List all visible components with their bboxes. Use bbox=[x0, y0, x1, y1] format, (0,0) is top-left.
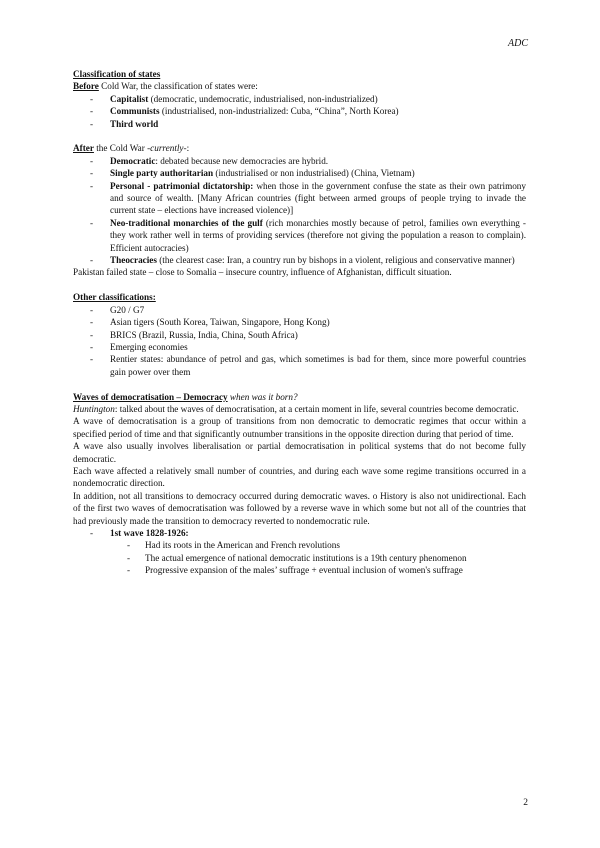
list-item: - Progressive expansion of the males’ suffrage + eventual inclusion of women's suffrage bbox=[73, 564, 526, 576]
huntington-name: Huntington bbox=[73, 403, 115, 414]
item-term: Third world bbox=[110, 118, 159, 129]
first-wave-list bbox=[73, 539, 526, 576]
before-lead: Before bbox=[73, 81, 99, 92]
after-middle: the Cold War - bbox=[93, 143, 151, 154]
item-text: (industrialised or non industrialised) (China, Vietnam) bbox=[213, 168, 415, 179]
item-term: Communists bbox=[110, 106, 160, 117]
list-item: - G20 / G7 bbox=[73, 304, 526, 316]
list-item: - The actual emergence of national democratic institutions is a 19th century phenomenon bbox=[73, 552, 526, 564]
item-text: (rich monarchies mostly because of petrol, families own everything - they work rather well in terms of providing services (therefore not giving the population a reason to complain). Efficient autocracies) bbox=[110, 217, 526, 253]
item-text: (the clearest case: Iran, a country run by bishops in a violent, religious and conservative manner) bbox=[156, 255, 515, 266]
waves-list bbox=[73, 527, 526, 577]
waves-title-italic: when was it born? bbox=[227, 391, 298, 402]
list-item: - Rentier states: abundance of petrol and gas, which sometimes is bad for them, since more powerful countries gain power over them bbox=[73, 353, 526, 378]
before-rest: Cold War, the classification of states were: bbox=[98, 81, 258, 92]
item-term: Neo-traditional monarchies of the gulf bbox=[110, 217, 263, 228]
list-item bbox=[73, 527, 526, 577]
section-title-waves bbox=[73, 391, 526, 403]
list-item bbox=[73, 254, 526, 266]
list-item: - Had its roots in the American and French revolutions bbox=[73, 539, 526, 551]
section-title-other: Other classifications: bbox=[73, 292, 156, 303]
list-item bbox=[73, 217, 526, 254]
item-text: when those in the government confuse the state as their own patrimony and source of wealth. [Many African countries (fight between armed groups of people trying to invade the current state – elections have increased violence)] bbox=[110, 180, 526, 216]
list-item bbox=[73, 155, 526, 167]
list-item bbox=[73, 105, 526, 117]
after-lead: After bbox=[73, 143, 94, 154]
page-header: ADC bbox=[508, 38, 528, 49]
item-term: Democratic bbox=[110, 155, 156, 166]
body-paragraph: A wave also usually involves liberalisation or partial democratisation in political systems that do not become fully democratic. bbox=[73, 441, 526, 464]
list-item bbox=[73, 167, 526, 179]
waves-title: Waves of democratisation – Democracy bbox=[73, 391, 228, 402]
section-title-classification: Classification of states bbox=[73, 69, 161, 79]
after-end: : bbox=[186, 143, 190, 154]
huntington-text: : talked about the waves of democratisation, at a certain moment in life, several countries become democratic. bbox=[114, 403, 519, 414]
body-paragraph: Each wave affected a relatively small number of countries, and during each wave some regime transitions occurred in a nondemocratic direction. bbox=[73, 465, 526, 489]
list-item bbox=[73, 180, 526, 217]
after-intro bbox=[73, 142, 526, 154]
after-list bbox=[73, 155, 526, 267]
list-item: - BRICS (Brazil, Russia, India, China, South Africa) bbox=[73, 329, 526, 341]
list-item: - Emerging economies bbox=[73, 341, 526, 353]
item-text: (democratic, undemocratic, industrialised, non-industrialized) bbox=[148, 93, 378, 104]
body-paragraph: In addition, not all transitions to democracy occurred during democratic waves. o History is also not unidirectional. Each of the first two waves of democratisation was followed by a reverse wave in which some but not all of the countries that had previously made the transition to democracy reverted to nondemocratic rule. bbox=[73, 490, 526, 526]
page-content bbox=[73, 68, 526, 577]
first-wave-label: 1st wave 1828-1926: bbox=[110, 527, 189, 538]
before-list bbox=[73, 93, 526, 130]
after-italic: currently- bbox=[150, 143, 187, 154]
item-term: Personal - patrimonial dictatorship: bbox=[110, 180, 254, 191]
item-text: (industrialised, non-industrialized: Cuba, “China”, North Korea) bbox=[159, 106, 399, 117]
pakistan-paragraph: Pakistan failed state – close to Somalia – insecure country, influence of Afghanistan, difficult situation. bbox=[73, 267, 452, 278]
item-text: : debated because new democracies are hybrid. bbox=[155, 155, 329, 166]
page-number: 2 bbox=[523, 798, 528, 808]
list-item bbox=[73, 118, 526, 130]
list-item: - Asian tigers (South Korea, Taiwan, Singapore, Hong Kong) bbox=[73, 316, 526, 328]
item-term: Single party authoritarian bbox=[110, 168, 214, 179]
item-term: Theocracies bbox=[110, 255, 157, 266]
list-item bbox=[73, 93, 526, 105]
before-intro bbox=[73, 80, 526, 92]
huntington-paragraph bbox=[73, 403, 526, 415]
item-term: Capitalist bbox=[110, 93, 149, 104]
other-list bbox=[73, 304, 526, 378]
body-paragraph: A wave of democratisation is a group of transitions from non democratic to democratic regimes that occur within a specified period of time and that significantly outnumber transitions in the opposite direction during that period of time. bbox=[73, 416, 526, 439]
